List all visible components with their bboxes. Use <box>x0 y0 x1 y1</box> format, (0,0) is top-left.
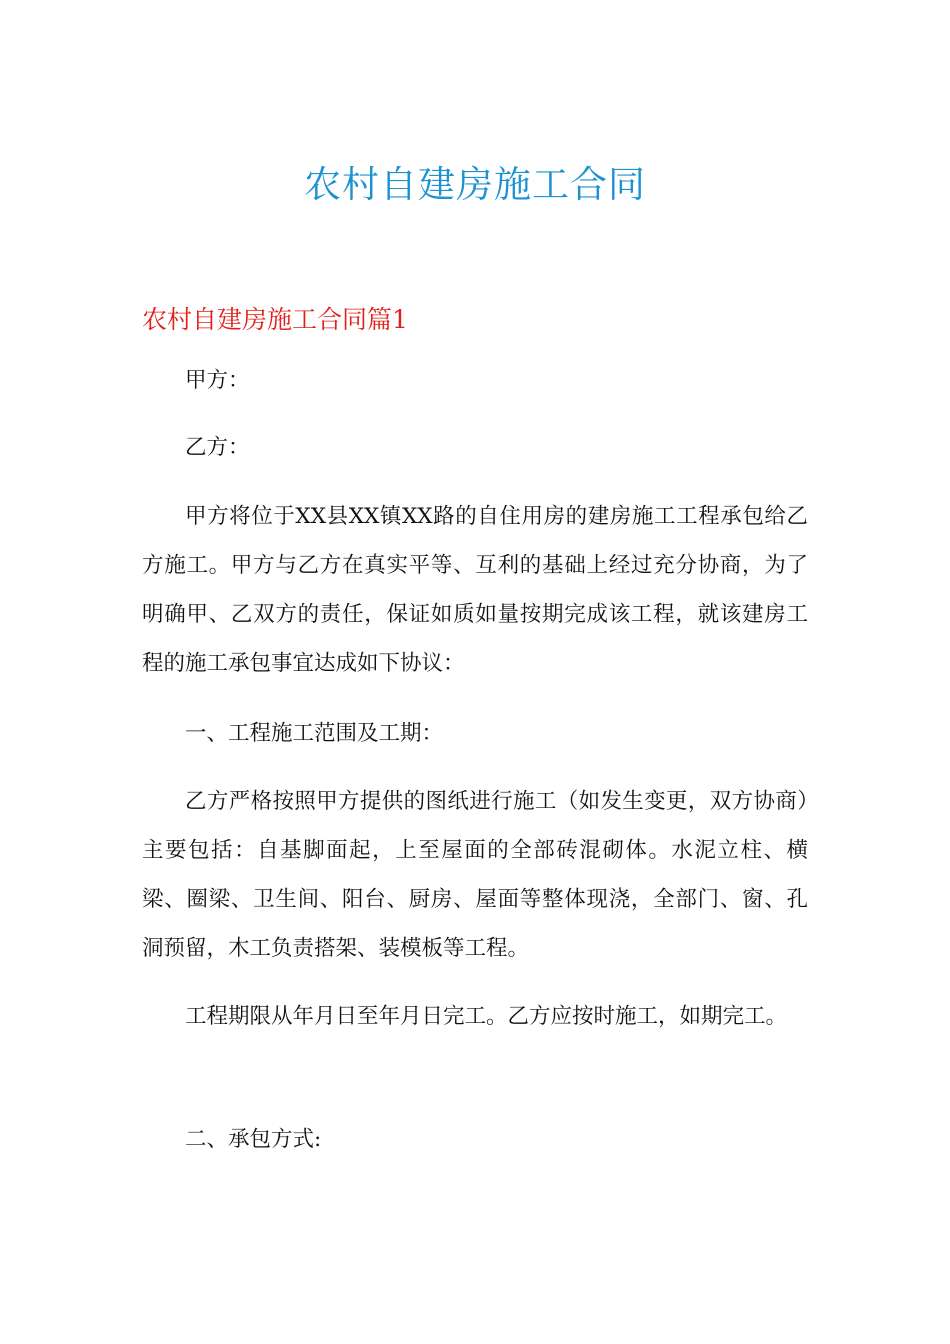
clause-1-title: 一、工程施工范围及工期： <box>185 721 444 746</box>
party-a-line: 甲方： <box>185 368 250 393</box>
clause-1-scope-paragraph: 乙方严格按照甲方提供的图纸进行施工（如发生变更，双方协商）主要包括：自基脚面起，上至屋面的全部砖混砌体。水泥立柱、横梁、圈梁、卫生间、阳台、厨房、屋面等整体现浇，全部门、窗、孔洞预留，木工负责搭架、装模板等工程。 <box>142 789 808 961</box>
clause-1-period-paragraph: 工程期限从年月日至年月日完工。乙方应按时施工，如期完工。 <box>185 1004 788 1029</box>
intro-paragraph: 甲方将位于XX县XX镇XX路的自住用房的建房施工工程承包给乙方施工。甲方与乙方在真实平等、互利的基础上经过充分协商，为了明确甲、乙双方的责任，保证如质如量按期完成该工程，就该建房工程的施工承包事宜达成如下协议： <box>142 504 808 676</box>
party-b-line: 乙方： <box>185 435 250 460</box>
section-heading: 农村自建房施工合同篇1 <box>142 305 408 334</box>
document-title: 农村自建房施工合同 <box>304 163 646 206</box>
clause-2-title: 二、承包方式: <box>185 1127 322 1152</box>
